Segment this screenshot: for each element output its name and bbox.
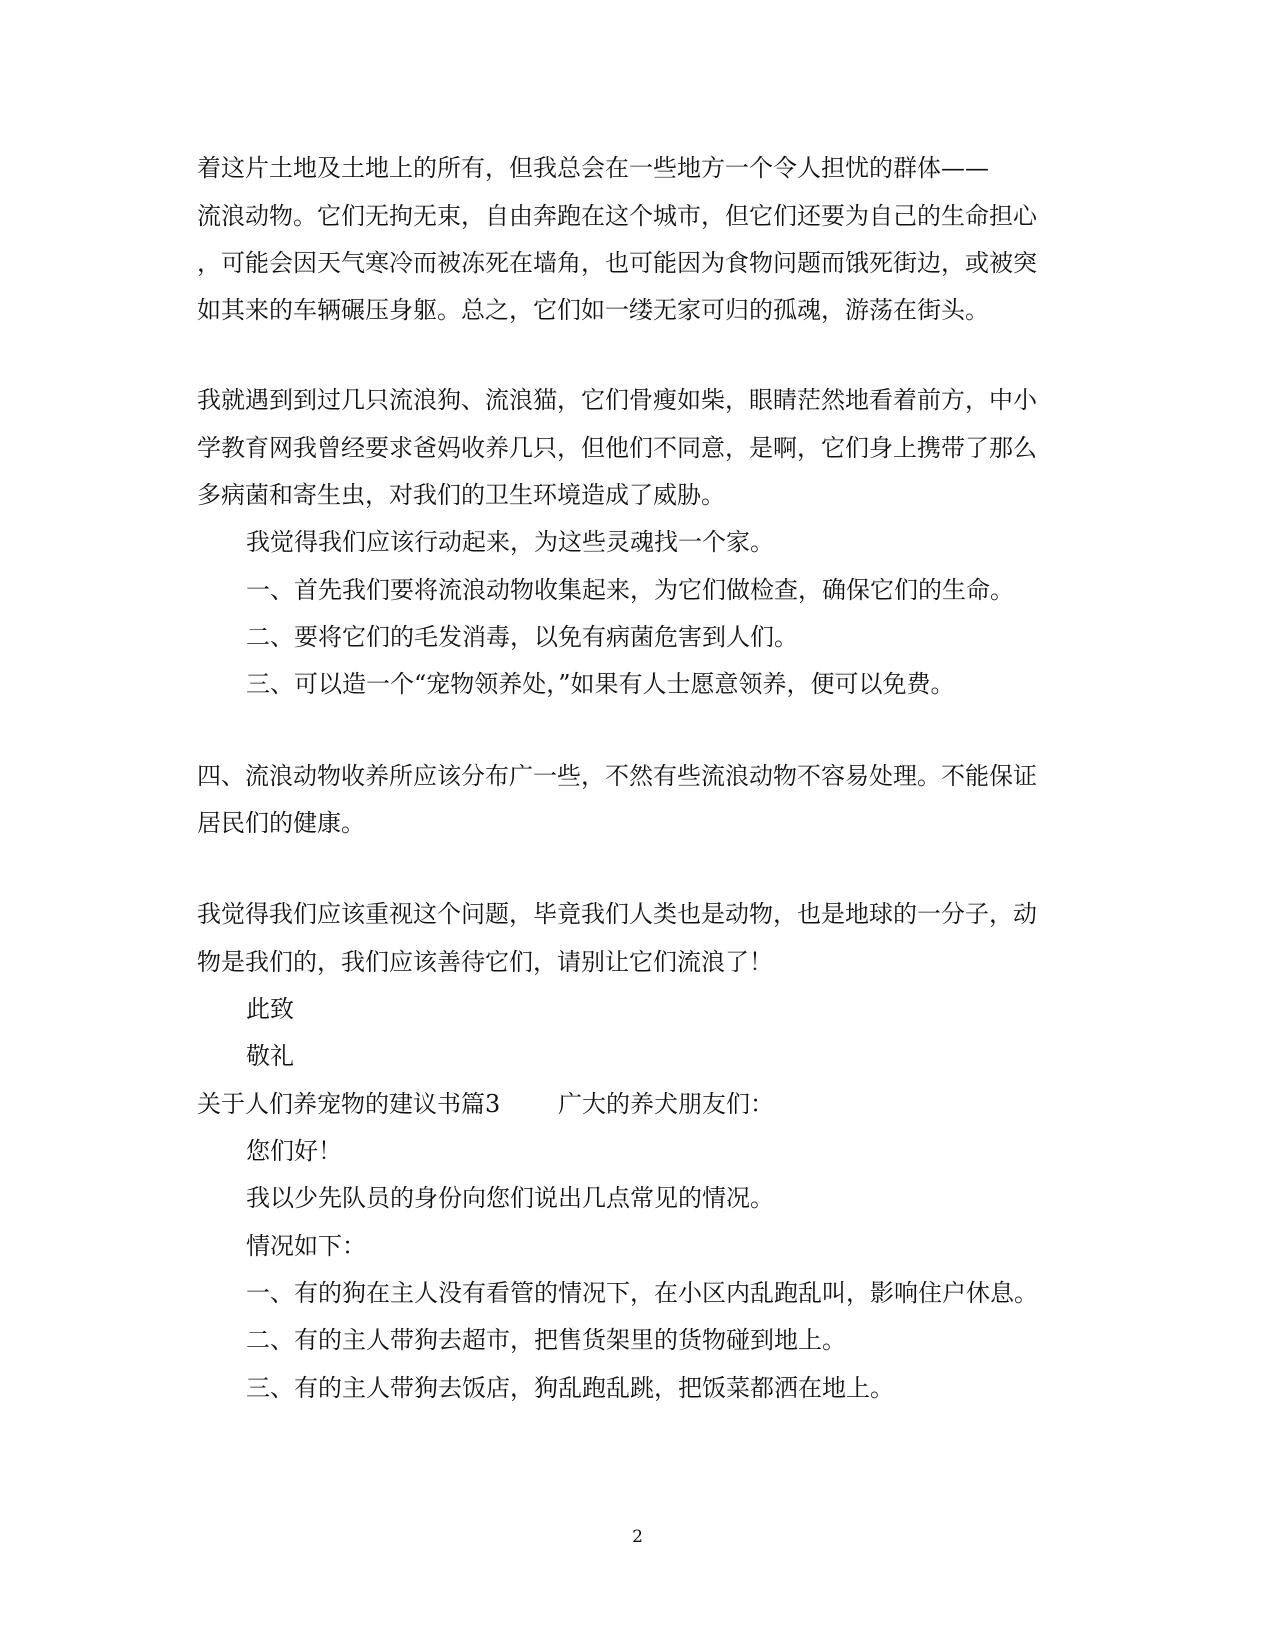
text-line: 学教育网我曾经要求爸妈收养几只，但他们不同意，是啊，它们身上携带了那么 bbox=[197, 434, 1037, 462]
text-line: 居民们的健康。 bbox=[197, 809, 365, 837]
text-line: 二、要将它们的毛发消毒，以免有病菌危害到人们。 bbox=[246, 623, 798, 651]
text-line: 敬礼 bbox=[246, 1042, 294, 1070]
text-line: 如其来的车辆碾压身躯。总之，它们如一缕无家可归的孤魂，游荡在街头。 bbox=[197, 296, 989, 324]
text-line: 二、有的主人带狗去超市，把售货架里的货物碰到地上。 bbox=[246, 1326, 846, 1354]
text-line: 情况如下： bbox=[246, 1232, 366, 1260]
text-line: 我觉得我们应该行动起来，为这些灵魂找一个家。 bbox=[246, 528, 774, 556]
text-line: 着这片土地及土地上的所有，但我总会在一些地方一个令人担忧的群体—— bbox=[197, 154, 989, 182]
text-line: 四、流浪动物收养所应该分布广一些，不然有些流浪动物不容易处理。不能保证 bbox=[197, 762, 1037, 790]
text-line: 一、有的狗在主人没有看管的情况下，在小区内乱跑乱叫，影响住户休息。 bbox=[246, 1279, 1038, 1307]
text-line: 一、首先我们要将流浪动物收集起来，为它们做检查，确保它们的生命。 bbox=[246, 576, 1014, 604]
text-line: 我觉得我们应该重视这个问题，毕竟我们人类也是动物，也是地球的一分子，动 bbox=[197, 900, 1037, 928]
section-heading: 关于人们养宠物的建议书篇3 bbox=[197, 1090, 501, 1118]
text-line: 三、有的主人带狗去饭店，狗乱跑乱跳，把饭菜都洒在地上。 bbox=[246, 1374, 894, 1402]
text-line: 多病菌和寄生虫，对我们的卫生环境造成了威胁。 bbox=[197, 481, 725, 509]
text-line: 物是我们的，我们应该善待它们，请别让它们流浪了！ bbox=[197, 948, 773, 976]
text-line: 您们好！ bbox=[246, 1137, 342, 1165]
text-line: 我就遇到到过几只流浪狗、流浪猫，它们骨瘦如柴，眼睛茫然地看着前方，中小 bbox=[197, 386, 1037, 414]
text-line: ，可能会因天气寒冷而被冻死在墙角，也可能因为食物问题而饿死街边，或被突 bbox=[197, 249, 1037, 277]
text-line: 三、可以造一个“宠物领养处，”如果有人士愿意领养，便可以免费。 bbox=[246, 670, 955, 698]
text-line: 流浪动物。它们无拘无束，自由奔跑在这个城市，但它们还要为自己的生命担心 bbox=[197, 202, 1037, 230]
text-line: 我以少先队员的身份向您们说出几点常见的情况。 bbox=[246, 1184, 774, 1212]
salutation: 广大的养犬朋友们： bbox=[558, 1090, 774, 1118]
text-line: 此致 bbox=[246, 995, 294, 1023]
page-number: 2 bbox=[632, 1527, 643, 1547]
